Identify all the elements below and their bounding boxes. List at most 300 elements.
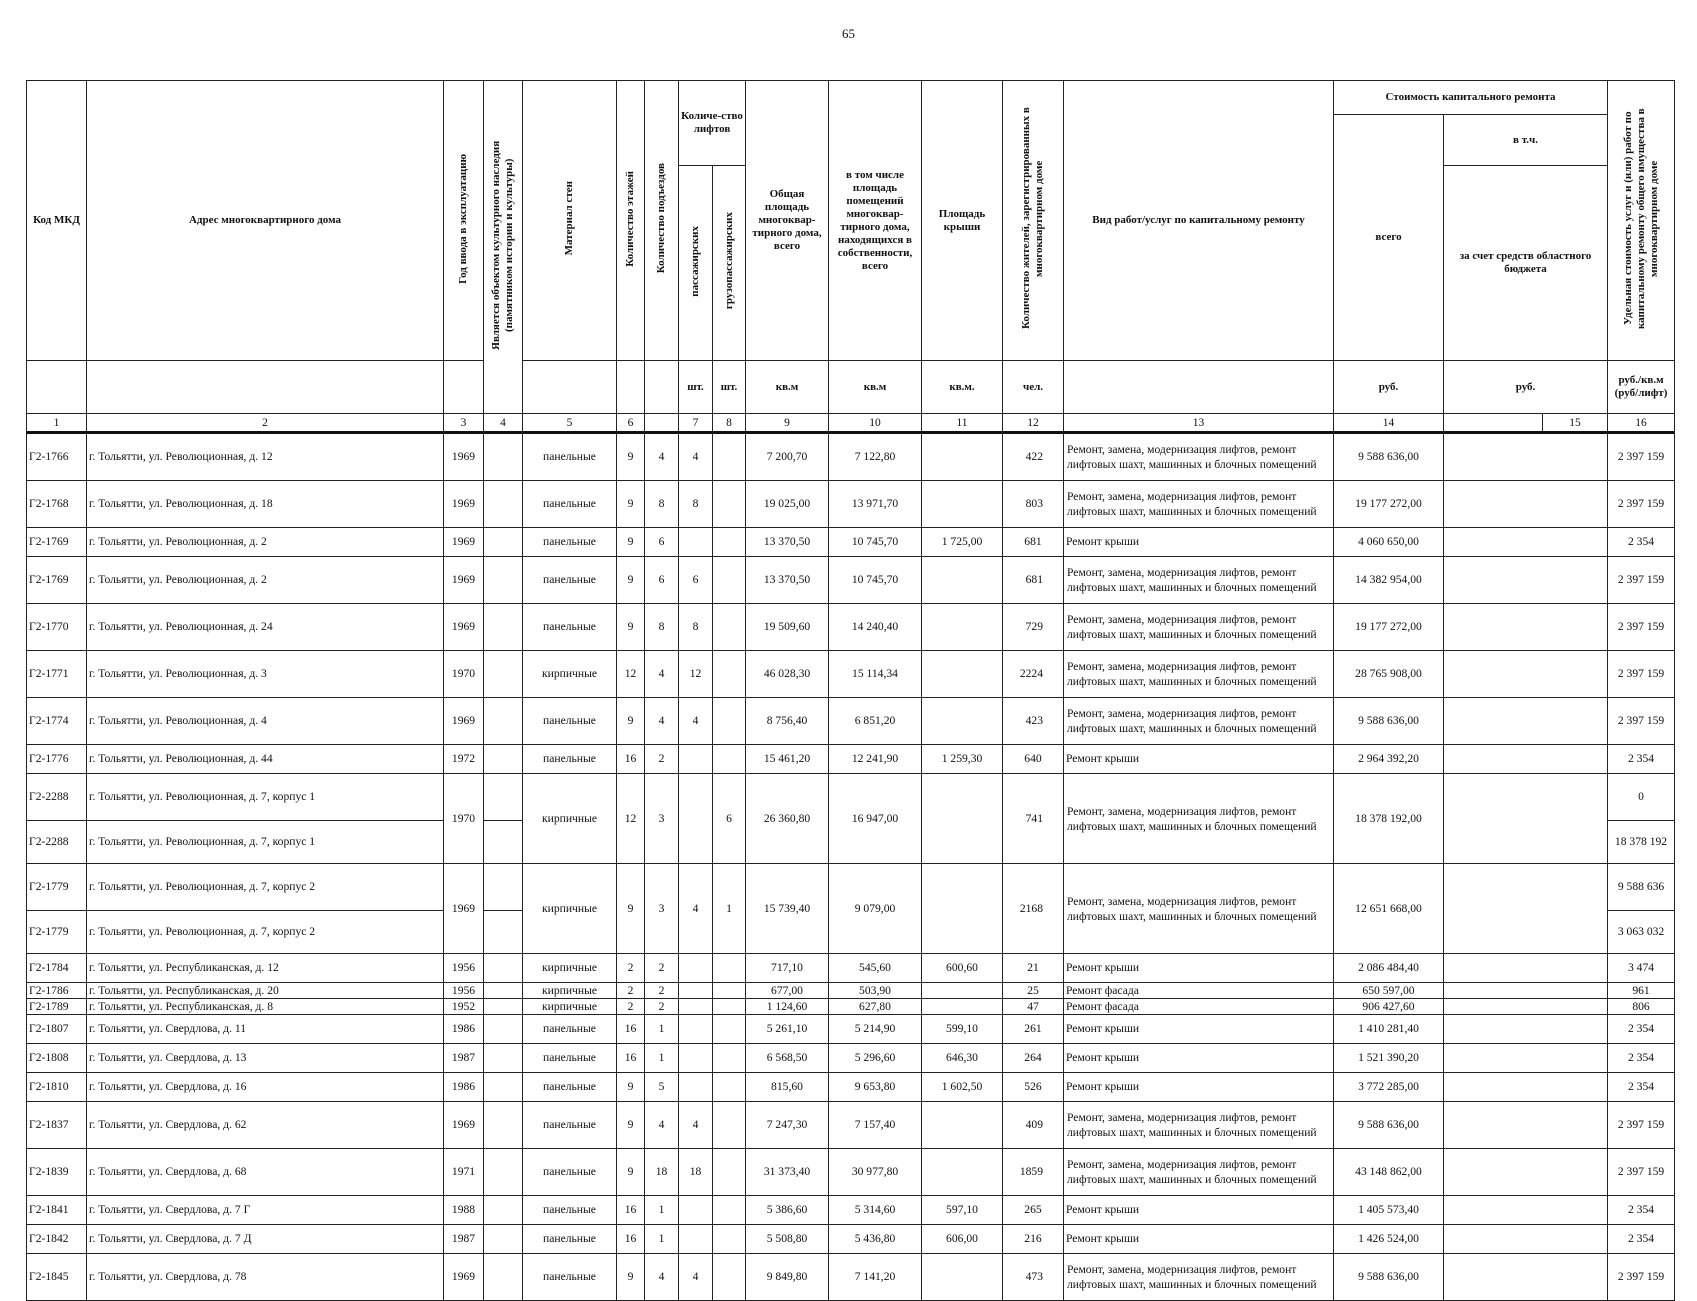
- cell-residents: 741: [1003, 774, 1064, 864]
- table-row: [27, 745, 1675, 774]
- col-number: 5: [523, 414, 617, 433]
- cell-kod: Г2-1789: [27, 999, 87, 1015]
- cell-lifts-passenger: 12: [679, 651, 713, 698]
- cell-material: кирпичные: [523, 774, 617, 864]
- cell-kod: Г2-1841: [27, 1196, 87, 1225]
- col-number: 14: [1334, 414, 1444, 433]
- cell-entrances: 3: [645, 774, 679, 864]
- cell-material: панельные: [523, 481, 617, 528]
- cell-floors: 9: [617, 698, 645, 745]
- cell-floors: 12: [617, 774, 645, 864]
- cell-roof-area: 597,10: [922, 1196, 1003, 1225]
- table-body-first: [27, 433, 1675, 774]
- header-area-owned: в том числе площадь помещений многоквар-тирного дома, находящихся в собственности, всего: [829, 81, 922, 361]
- cell-unit-cost: 961: [1608, 983, 1675, 999]
- header-cost-regional: за счет средств областного бюджета: [1444, 166, 1608, 361]
- col-number: 9: [746, 414, 829, 433]
- cell-material: панельные: [523, 1102, 617, 1149]
- table-row: [27, 698, 1675, 745]
- cell-entrances: 2: [645, 745, 679, 774]
- cell-address: г. Тольятти, ул. Свердлова, д. 78: [87, 1254, 444, 1301]
- col-number: 1: [27, 414, 87, 433]
- cell-area-owned: 503,90: [829, 983, 922, 999]
- col-number: 4: [484, 414, 523, 433]
- cell-address: г. Тольятти, ул. Свердлова, д. 7 Д: [87, 1225, 444, 1254]
- cell-heritage: [484, 433, 523, 481]
- unit-rub-regional: руб.: [1444, 361, 1608, 414]
- cell-lifts-cargo: [713, 698, 746, 745]
- cell-address: г. Тольятти, ул. Революционная, д. 24: [87, 604, 444, 651]
- cell-entrances: 18: [645, 1149, 679, 1196]
- header-material: Материал стен: [523, 81, 617, 361]
- cell-cost-regional: [1444, 528, 1608, 557]
- cell-cost-total: 650 597,00: [1334, 983, 1444, 999]
- table-row: [27, 983, 1675, 999]
- cell-area-total: 15 739,40: [746, 864, 829, 954]
- cell-floors: 9: [617, 1149, 645, 1196]
- cell-lifts-cargo: [713, 983, 746, 999]
- cell-heritage: [484, 1225, 523, 1254]
- cell-kod: Г2-1842: [27, 1225, 87, 1254]
- col-number: 8: [713, 414, 746, 433]
- cell-unit-cost: 2 354: [1608, 1015, 1675, 1044]
- cell-address: г. Тольятти, ул. Революционная, д. 12: [87, 433, 444, 481]
- cell-kod: Г2-1769: [27, 557, 87, 604]
- header-floors: Количество этажей: [617, 81, 645, 361]
- cell-floors: 9: [617, 604, 645, 651]
- cell-kod: Г2-1766: [27, 433, 87, 481]
- cell-entrances: 2: [645, 983, 679, 999]
- cell-area-owned: 7 157,40: [829, 1102, 922, 1149]
- cell-material: кирпичные: [523, 954, 617, 983]
- cell-area-owned: 7 141,20: [829, 1254, 922, 1301]
- cell-residents: 216: [1003, 1225, 1064, 1254]
- table-row: [27, 1044, 1675, 1073]
- cell-area-total: 8 756,40: [746, 698, 829, 745]
- unit-pcs-passenger: шт.: [679, 361, 713, 414]
- cell-area-owned: 5 436,80: [829, 1225, 922, 1254]
- cell-entrances: 2: [645, 954, 679, 983]
- table-row: [27, 528, 1675, 557]
- cell-residents: 729: [1003, 604, 1064, 651]
- cell-area-total: 26 360,80: [746, 774, 829, 864]
- cell-area-total: 13 370,50: [746, 557, 829, 604]
- cell-unit-cost: 2 397 159: [1608, 481, 1675, 528]
- cell-residents: 1859: [1003, 1149, 1064, 1196]
- table-row: [27, 1102, 1675, 1149]
- cell-unit-cost: 2 354: [1608, 745, 1675, 774]
- cell-roof-area: 1 725,00: [922, 528, 1003, 557]
- cell-heritage: [484, 821, 523, 864]
- col-number: [645, 414, 679, 433]
- cell-residents: 261: [1003, 1015, 1064, 1044]
- cell-cost-regional: [1444, 1225, 1608, 1254]
- cell-area-total: 19 509,60: [746, 604, 829, 651]
- header-unit-cost: Удельная стоимость услуг и (или) работ по капитальному ремонту общего имущества в многоквартирном доме: [1608, 81, 1675, 361]
- cell-work-type: Ремонт крыши: [1064, 528, 1334, 557]
- cell-address: г. Тольятти, ул. Свердлова, д. 11: [87, 1015, 444, 1044]
- page-number: 65: [842, 26, 855, 41]
- cell-roof-area: [922, 1149, 1003, 1196]
- cell-entrances: 4: [645, 698, 679, 745]
- header-work-type: Вид работ/услуг по капитальному ремонту: [1064, 81, 1334, 361]
- cell-kod: Г2-1768: [27, 481, 87, 528]
- cell-cost-total: 1 426 524,00: [1334, 1225, 1444, 1254]
- cell-floors: 2: [617, 999, 645, 1015]
- cell-address: г. Тольятти, ул. Свердлова, д. 62: [87, 1102, 444, 1149]
- cell-lifts-passenger: 4: [679, 864, 713, 954]
- cell-heritage: [484, 1254, 523, 1301]
- unit-people: чел.: [1003, 361, 1064, 414]
- cell-address: г. Тольятти, ул. Революционная, д. 2: [87, 528, 444, 557]
- cell-material: панельные: [523, 698, 617, 745]
- cell-address: г. Тольятти, ул. Революционная, д. 18: [87, 481, 444, 528]
- cell-roof-area: [922, 698, 1003, 745]
- cell-year: 1969: [444, 433, 484, 481]
- cell-material: панельные: [523, 1073, 617, 1102]
- cell-cost-total: 9 588 636,00: [1334, 433, 1444, 481]
- cell-roof-area: [922, 864, 1003, 954]
- table-row: [27, 864, 1675, 911]
- col-number: 12: [1003, 414, 1064, 433]
- table-row: [27, 1225, 1675, 1254]
- cell-material: панельные: [523, 1015, 617, 1044]
- unit-kod: [27, 361, 87, 414]
- cell-work-type: Ремонт крыши: [1064, 1225, 1334, 1254]
- cell-roof-area: 600,60: [922, 954, 1003, 983]
- cell-entrances: 6: [645, 528, 679, 557]
- cell-kod: Г2-1845: [27, 1254, 87, 1301]
- cell-cost-regional: [1444, 745, 1608, 774]
- cell-entrances: 1: [645, 1015, 679, 1044]
- cell-area-owned: 5 214,90: [829, 1015, 922, 1044]
- cell-residents: 526: [1003, 1073, 1064, 1102]
- cell-entrances: 1: [645, 1225, 679, 1254]
- cell-unit-cost: 2 354: [1608, 1073, 1675, 1102]
- col-number: 11: [922, 414, 1003, 433]
- cell-lifts-cargo: [713, 481, 746, 528]
- cell-cost-regional: [1444, 1073, 1608, 1102]
- cell-address: г. Тольятти, ул. Республиканская, д. 12: [87, 954, 444, 983]
- cell-work-type: Ремонт крыши: [1064, 745, 1334, 774]
- capital-repair-table: [26, 80, 1675, 1301]
- cell-material: кирпичные: [523, 999, 617, 1015]
- cell-year: 1969: [444, 864, 484, 954]
- cell-cost-total: 18 378 192,00: [1334, 774, 1444, 864]
- cell-unit-cost: 2 354: [1608, 1196, 1675, 1225]
- cell-lifts-passenger: 8: [679, 604, 713, 651]
- cell-work-type: Ремонт, замена, модернизация лифтов, ремонт лифтовых шахт, машинных и блочных помещений: [1064, 698, 1334, 745]
- cell-cost-regional: [1444, 954, 1608, 983]
- cell-roof-area: [922, 1102, 1003, 1149]
- cell-cost-regional: [1444, 1102, 1608, 1149]
- cell-lifts-cargo: [713, 1225, 746, 1254]
- header-area-total: Общая площадь многоквар-тирного дома, всего: [746, 81, 829, 361]
- cell-work-type: Ремонт, замена, модернизация лифтов, ремонт лифтовых шахт, машинных и блочных помещений: [1064, 433, 1334, 481]
- cell-floors: 16: [617, 1225, 645, 1254]
- cell-lifts-cargo: [713, 651, 746, 698]
- cell-year: 1969: [444, 1254, 484, 1301]
- cell-area-owned: 5 314,60: [829, 1196, 922, 1225]
- cell-lifts-cargo: [713, 954, 746, 983]
- cell-unit-cost: 2 397 159: [1608, 433, 1675, 481]
- header-cost-incl: в т.ч.: [1444, 115, 1608, 166]
- unit-address: [87, 361, 444, 414]
- cell-area-total: 6 568,50: [746, 1044, 829, 1073]
- cell-cost-regional: [1444, 433, 1608, 481]
- cell-address: г. Тольятти, ул. Революционная, д. 7, корпус 1: [87, 821, 444, 864]
- cell-address: г. Тольятти, ул. Революционная, д. 7, корпус 2: [87, 911, 444, 954]
- table-row: [27, 1073, 1675, 1102]
- cell-kod: Г2-1779: [27, 911, 87, 954]
- cell-material: кирпичные: [523, 983, 617, 999]
- cell-area-total: 5 508,80: [746, 1225, 829, 1254]
- cell-heritage: [484, 774, 523, 821]
- unit-sqm-total: кв.м: [746, 361, 829, 414]
- table-row: [27, 954, 1675, 983]
- cell-year: 1969: [444, 528, 484, 557]
- cell-floors: 2: [617, 983, 645, 999]
- cell-lifts-cargo: [713, 1015, 746, 1044]
- cell-floors: 16: [617, 745, 645, 774]
- cell-heritage: [484, 1102, 523, 1149]
- cell-cost-regional: [1444, 1254, 1608, 1301]
- cell-heritage: [484, 1149, 523, 1196]
- column-numbers-row: [27, 414, 1675, 433]
- cell-area-owned: 5 296,60: [829, 1044, 922, 1073]
- cell-area-owned: 13 971,70: [829, 481, 922, 528]
- cell-residents: 2168: [1003, 864, 1064, 954]
- cell-unit-cost: 2 397 159: [1608, 1254, 1675, 1301]
- cell-lifts-cargo: [713, 604, 746, 651]
- cell-area-total: 13 370,50: [746, 528, 829, 557]
- cell-year: 1952: [444, 999, 484, 1015]
- cell-kod: Г2-1807: [27, 1015, 87, 1044]
- cell-unit-cost: 2 354: [1608, 1044, 1675, 1073]
- cell-area-owned: 9 653,80: [829, 1073, 922, 1102]
- cell-area-owned: 30 977,80: [829, 1149, 922, 1196]
- cell-kod: Г2-1771: [27, 651, 87, 698]
- cell-lifts-cargo: [713, 557, 746, 604]
- cell-kod: Г2-1808: [27, 1044, 87, 1073]
- cell-cost-total: 43 148 862,00: [1334, 1149, 1444, 1196]
- cell-address: г. Тольятти, ул. Революционная, д. 4: [87, 698, 444, 745]
- cell-cost-total: 1 410 281,40: [1334, 1015, 1444, 1044]
- cell-unit-cost: 806: [1608, 999, 1675, 1015]
- cell-area-owned: 7 122,80: [829, 433, 922, 481]
- header-lifts-passenger: пассажирских: [679, 166, 713, 361]
- cell-floors: 9: [617, 528, 645, 557]
- cell-area-owned: 627,80: [829, 999, 922, 1015]
- cell-heritage: [484, 999, 523, 1015]
- cell-roof-area: [922, 999, 1003, 1015]
- cell-entrances: 4: [645, 651, 679, 698]
- cell-lifts-cargo: 6: [713, 774, 746, 864]
- cell-kod: Г2-1776: [27, 745, 87, 774]
- cell-unit-cost: 3 063 032: [1608, 911, 1675, 954]
- cell-lifts-cargo: [713, 1254, 746, 1301]
- cell-residents: 423: [1003, 698, 1064, 745]
- cell-area-total: 7 200,70: [746, 433, 829, 481]
- cell-address: г. Тольятти, ул. Свердлова, д. 68: [87, 1149, 444, 1196]
- header-year: Год ввода в эксплуатацию: [444, 81, 484, 361]
- cell-lifts-cargo: 1: [713, 864, 746, 954]
- cell-year: 1971: [444, 1149, 484, 1196]
- cell-lifts-passenger: [679, 983, 713, 999]
- cell-lifts-passenger: [679, 954, 713, 983]
- cell-entrances: 6: [645, 557, 679, 604]
- header-roof-area: Площадь крыши: [922, 81, 1003, 361]
- cell-roof-area: [922, 1254, 1003, 1301]
- cell-roof-area: 646,30: [922, 1044, 1003, 1073]
- cell-area-total: 815,60: [746, 1073, 829, 1102]
- cell-year: 1969: [444, 1102, 484, 1149]
- cell-floors: 16: [617, 1015, 645, 1044]
- cell-lifts-passenger: 4: [679, 698, 713, 745]
- cell-floors: 9: [617, 864, 645, 954]
- cell-lifts-passenger: [679, 1015, 713, 1044]
- cell-work-type: Ремонт, замена, модернизация лифтов, ремонт лифтовых шахт, машинных и блочных помещений: [1064, 864, 1334, 954]
- cell-floors: 16: [617, 1044, 645, 1073]
- cell-material: панельные: [523, 604, 617, 651]
- unit-work: [1064, 361, 1334, 414]
- cell-material: панельные: [523, 528, 617, 557]
- cell-heritage: [484, 528, 523, 557]
- cell-heritage: [484, 481, 523, 528]
- cell-lifts-cargo: [713, 999, 746, 1015]
- cell-area-total: 46 028,30: [746, 651, 829, 698]
- cell-roof-area: 606,00: [922, 1225, 1003, 1254]
- cell-work-type: Ремонт, замена, модернизация лифтов, ремонт лифтовых шахт, машинных и блочных помещений: [1064, 1102, 1334, 1149]
- cell-cost-regional: [1444, 651, 1608, 698]
- unit-material: [523, 361, 617, 414]
- cell-lifts-passenger: 18: [679, 1149, 713, 1196]
- col-number: 15: [1543, 414, 1608, 433]
- cell-heritage: [484, 698, 523, 745]
- cell-entrances: 4: [645, 433, 679, 481]
- cell-unit-cost: 2 397 159: [1608, 1149, 1675, 1196]
- cell-entrances: 2: [645, 999, 679, 1015]
- cell-roof-area: [922, 983, 1003, 999]
- cell-lifts-cargo: [713, 528, 746, 557]
- cell-heritage: [484, 557, 523, 604]
- cell-address: г. Тольятти, ул. Свердлова, д. 16: [87, 1073, 444, 1102]
- cell-entrances: 1: [645, 1196, 679, 1225]
- unit-floors: [617, 361, 645, 414]
- cell-residents: 25: [1003, 983, 1064, 999]
- cell-cost-regional: [1444, 983, 1608, 999]
- cell-floors: 16: [617, 1196, 645, 1225]
- table-row: [27, 999, 1675, 1015]
- cell-lifts-passenger: 6: [679, 557, 713, 604]
- cell-area-owned: 15 114,34: [829, 651, 922, 698]
- header-kod: Код МКД: [27, 81, 87, 361]
- cell-work-type: Ремонт, замена, модернизация лифтов, ремонт лифтовых шахт, машинных и блочных помещений: [1064, 1254, 1334, 1301]
- cell-work-type: Ремонт, замена, модернизация лифтов, ремонт лифтовых шахт, машинных и блочных помещений: [1064, 481, 1334, 528]
- cell-cost-regional: [1444, 604, 1608, 651]
- cell-residents: 681: [1003, 557, 1064, 604]
- col-number: 10: [829, 414, 922, 433]
- cell-cost-total: 1 405 573,40: [1334, 1196, 1444, 1225]
- cell-entrances: 5: [645, 1073, 679, 1102]
- cell-area-total: 9 849,80: [746, 1254, 829, 1301]
- cell-year: 1970: [444, 651, 484, 698]
- cell-unit-cost: 2 397 159: [1608, 698, 1675, 745]
- cell-lifts-passenger: [679, 1073, 713, 1102]
- cell-cost-total: 12 651 668,00: [1334, 864, 1444, 954]
- cell-unit-cost: 0: [1608, 774, 1675, 821]
- cell-floors: 9: [617, 557, 645, 604]
- cell-heritage: [484, 864, 523, 911]
- cell-entrances: 4: [645, 1254, 679, 1301]
- cell-cost-total: 28 765 908,00: [1334, 651, 1444, 698]
- cell-cost-total: 2 086 484,40: [1334, 954, 1444, 983]
- header-cost-total: всего: [1334, 115, 1444, 361]
- cell-lifts-passenger: 4: [679, 433, 713, 481]
- cell-material: панельные: [523, 1254, 617, 1301]
- cell-residents: 422: [1003, 433, 1064, 481]
- table-row: [27, 604, 1675, 651]
- cell-address: г. Тольятти, ул. Республиканская, д. 8: [87, 999, 444, 1015]
- cell-kod: Г2-1769: [27, 528, 87, 557]
- cell-year: 1970: [444, 774, 484, 864]
- cell-year: 1986: [444, 1015, 484, 1044]
- cell-address: г. Тольятти, ул. Республиканская, д. 20: [87, 983, 444, 999]
- cell-cost-regional: [1444, 1044, 1608, 1073]
- col-number: 7: [679, 414, 713, 433]
- cell-year: 1969: [444, 481, 484, 528]
- unit-sqm-owned: кв.м: [829, 361, 922, 414]
- cell-residents: 473: [1003, 1254, 1064, 1301]
- cell-floors: 9: [617, 1073, 645, 1102]
- cell-floors: 12: [617, 651, 645, 698]
- cell-cost-total: 9 588 636,00: [1334, 1102, 1444, 1149]
- cell-heritage: [484, 1015, 523, 1044]
- cell-residents: 264: [1003, 1044, 1064, 1073]
- cell-residents: 409: [1003, 1102, 1064, 1149]
- unit-pcs-cargo: шт.: [713, 361, 746, 414]
- cell-material: панельные: [523, 1044, 617, 1073]
- cell-kod: Г2-1784: [27, 954, 87, 983]
- header-address: Адрес многоквартирного дома: [87, 81, 444, 361]
- unit-sqm-roof: кв.м.: [922, 361, 1003, 414]
- cell-cost-regional: [1444, 864, 1608, 954]
- table-body-second: [27, 954, 1675, 1301]
- table-row: [27, 774, 1675, 821]
- cell-floors: 9: [617, 1254, 645, 1301]
- cell-area-owned: 16 947,00: [829, 774, 922, 864]
- table-row: [27, 651, 1675, 698]
- cell-lifts-cargo: [713, 745, 746, 774]
- cell-heritage: [484, 954, 523, 983]
- cell-work-type: Ремонт крыши: [1064, 1073, 1334, 1102]
- cell-heritage: [484, 983, 523, 999]
- cell-work-type: Ремонт фасада: [1064, 999, 1334, 1015]
- col-number: 16: [1608, 414, 1675, 433]
- header-cost: Стоимость капитального ремонта: [1334, 81, 1608, 115]
- cell-area-owned: 14 240,40: [829, 604, 922, 651]
- cell-unit-cost: 18 378 192: [1608, 821, 1675, 864]
- cell-lifts-cargo: [713, 433, 746, 481]
- col-number: [1444, 414, 1543, 433]
- cell-area-owned: 10 745,70: [829, 528, 922, 557]
- cell-cost-total: 9 588 636,00: [1334, 698, 1444, 745]
- cell-area-owned: 12 241,90: [829, 745, 922, 774]
- cell-roof-area: [922, 557, 1003, 604]
- cell-kod: Г2-1770: [27, 604, 87, 651]
- cell-lifts-cargo: [713, 1149, 746, 1196]
- cell-year: 1972: [444, 745, 484, 774]
